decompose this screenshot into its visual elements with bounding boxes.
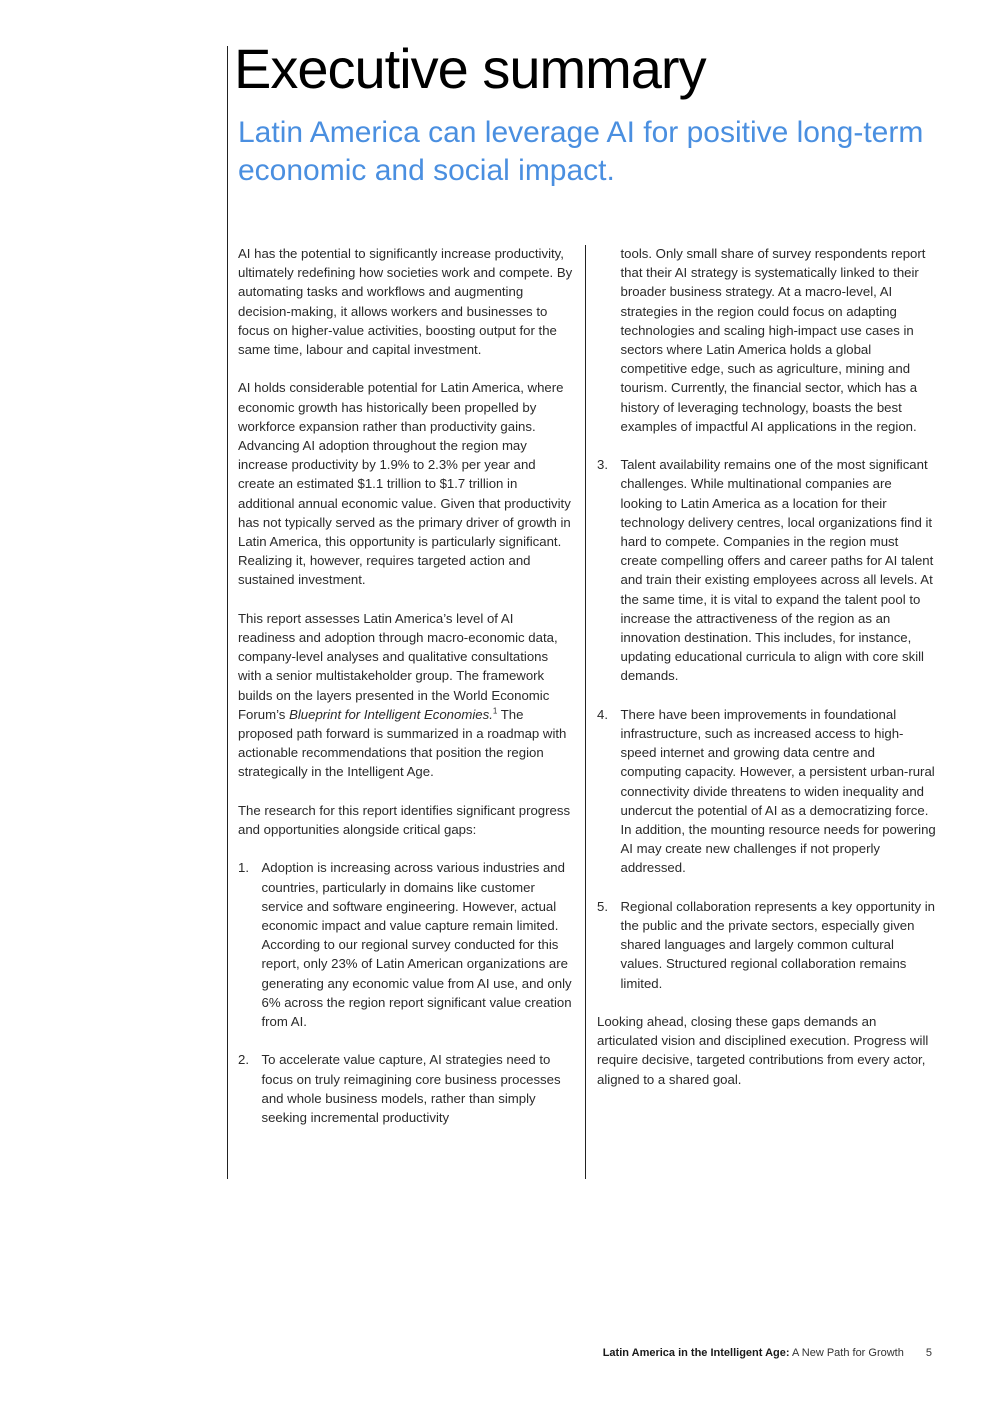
left-column bbox=[238, 244, 574, 1146]
right-column bbox=[597, 244, 937, 1108]
intro-paragraph: AI has the potential to significantly increase productivity, ultimately redefining how societies work and compete. By automating tasks and workflows and augmenting decision-making, it allows workers and businesses to focus on higher-value activities, boosting output for the same time, labour and capital investment. bbox=[238, 246, 573, 358]
page-subtitle: Latin America can leverage AI for positive long-term economic and social impact. bbox=[238, 116, 924, 187]
list-item-collaboration bbox=[597, 897, 937, 993]
footnote-ref: 1 bbox=[492, 706, 498, 716]
closing-paragraph: Looking ahead, closing these gaps demands an articulated vision and disciplined execution. Progress will require decisive, targeted contributions from every actor, aligned to a shared goal. bbox=[597, 1014, 929, 1087]
list-item-number: 4. bbox=[597, 706, 608, 722]
potential-paragraph: AI holds considerable potential for Latin America, where economic growth has historically been propelled by workforce expansion rather than productivity gains. Advancing AI adoption throughout the region may increase productivity by 1.9% to 2.3% per year and create an estimated $1.1 trillion to $1.7 trillion in additional annual economic value. Given that productivity has not typically served as the primary driver of growth in Latin America, this opportunity is particularly significant. Realizing it, however, requires targeted action and sustained investment. bbox=[238, 380, 571, 588]
list-item-text: Talent availability remains one of the most significant challenges. While multinational companies are looking to Latin America as a location for their technology delivery centres, local organizations find it hard to compete. Companies in the region must create compelling offers and career paths for AI talent and train their existing employees across all levels. At the same time, it is vital to expand the talent pool to increase the attractiveness of the region as an innovation destination. This includes, for instance, updating educational curricula to align with core skill demands. bbox=[620, 457, 934, 684]
list-item-text: To accelerate value capture, AI strategies need to focus on truly reimagining core business processes and whole business models, rather than simply seeking incremental productivity bbox=[261, 1052, 561, 1126]
list-item-text: Regional collaboration represents a key opportunity in the public and the private sectors, especially given shared languages and largely common cultural values. Structured regional collaboration remains limited. bbox=[620, 898, 935, 991]
left-vertical-rule bbox=[227, 46, 228, 1179]
list-item-number: 5. bbox=[597, 898, 608, 914]
page-number: 5 bbox=[925, 1347, 932, 1359]
column-divider-rule bbox=[585, 245, 586, 1179]
footer-report-title: Latin America in the Intelligent Age: bbox=[602, 1347, 790, 1359]
blueprint-title: Blueprint for Intelligent Economies bbox=[289, 706, 490, 722]
footer-report-subtitle: A New Path for Growth bbox=[789, 1347, 904, 1359]
list-item-strategy bbox=[238, 1050, 574, 1127]
list-item-number: 1. bbox=[238, 860, 249, 876]
list-item-strategy-continued: tools. Only small share of survey respondents report that their AI strategy is systematically linked to their broader business strategy. At a macro-level, AI strategies in the region could focus on adapting technologies and scaling high-impact use cases in sectors where Latin America holds a global competitive edge, such as agriculture, mining and tourism. Currently, the financial sector, which has a history of leveraging technology, boasts the best examples of impactful AI applications in the region. bbox=[620, 246, 926, 434]
assessment-paragraph bbox=[238, 609, 574, 782]
list-item-number: 3. bbox=[597, 457, 608, 473]
list-item-text: There have been improvements in foundational infrastructure, such as increased access to high-speed internet and growing data centre and computing capacity. However, a persistent urban-rural connectivity divide threatens to widen inequality and undercut the potential of AI as a democratizing force. In addition, the mounting resource needs for powering AI may create new challenges if not properly addressed. bbox=[620, 706, 936, 876]
assessment-text-start: This report assesses Latin America’s level of AI readiness and adoption through macro-economic data, company-level analyses and qualitative consultations with a senior multistakeholder group. The framework builds on the layers presented in the World Economic Forum’s bbox=[238, 610, 558, 722]
research-paragraph: The research for this report identifies significant progress and opportunities alongside critical gaps: bbox=[238, 802, 571, 838]
list-item-infrastructure bbox=[597, 705, 937, 878]
page-title: Executive summary bbox=[234, 37, 706, 100]
list-item-number: 2. bbox=[238, 1052, 249, 1068]
list-item-adoption bbox=[238, 858, 574, 1031]
list-item-talent bbox=[597, 455, 937, 685]
page-footer bbox=[603, 1347, 932, 1359]
blueprint-period: . bbox=[489, 706, 493, 722]
assessment-text-end: The proposed path forward is summarized in a roadmap with actionable recommendations that position the region strategically in the Intelligent Age. bbox=[238, 706, 567, 780]
list-item-text: Adoption is increasing across various industries and countries, particularly in domains like customer service and software engineering. However, actual economic impact and value capture remain limited. According to our regional survey conducted for this report, only 23% of Latin American organizations are generating any economic value from AI use, and only 6% across the region report significant value creation from AI. bbox=[261, 860, 572, 1030]
